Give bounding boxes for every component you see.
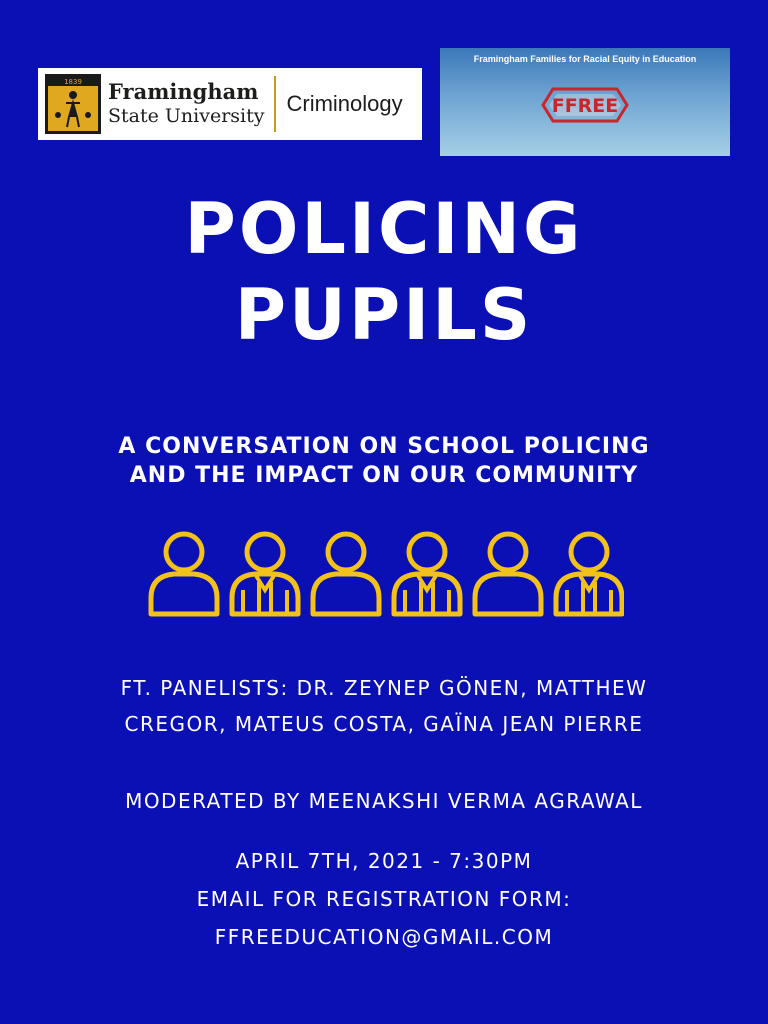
panelists-line-2: CREGOR, MATEUS COSTA, GAÏNA JEAN PIERRE — [124, 712, 644, 736]
person-suit-icon — [556, 534, 622, 614]
fsu-seal-icon — [44, 73, 102, 135]
fsu-logo — [38, 68, 422, 140]
department-label: Criminology — [286, 91, 403, 116]
fsu-name: Framingham — [108, 79, 259, 104]
person-icon — [151, 534, 217, 614]
event-subtitle — [0, 432, 768, 490]
person-suit-icon — [394, 534, 460, 614]
registration-email: FFREEDUCATION@GMAIL.COM — [214, 925, 554, 949]
title-line-1: POLICING — [184, 188, 584, 270]
panelists-line-1: FT. PANELISTS: DR. ZEYNEP GÖNEN, MATTHEW — [120, 676, 648, 700]
event-title — [0, 186, 768, 358]
person-icon — [313, 534, 379, 614]
ffree-logo — [440, 48, 730, 156]
svg-text:1839: 1839 — [64, 78, 82, 86]
moderator: MODERATED BY MEENAKSHI VERMA AGRAWAL — [125, 789, 643, 813]
person-icon — [475, 534, 541, 614]
registration-label: EMAIL FOR REGISTRATION FORM: — [196, 887, 572, 911]
event-details — [0, 842, 768, 956]
ffree-caption: Framingham Families for Racial Equity in Education — [473, 54, 697, 64]
subtitle-line-2: AND THE IMPACT ON OUR COMMUNITY — [129, 463, 639, 488]
svg-text:FFREE: FFREE — [551, 95, 619, 117]
person-suit-icon — [232, 534, 298, 614]
panelists — [0, 670, 768, 742]
ffree-badge-icon — [535, 86, 635, 124]
subtitle-line-1: A CONVERSATION ON SCHOOL POLICING — [118, 434, 650, 459]
fsu-subname: State University — [108, 105, 265, 128]
title-line-2: PUPILS — [234, 274, 534, 356]
event-date-time: APRIL 7TH, 2021 - 7:30PM — [235, 849, 533, 873]
logo-divider — [274, 76, 276, 132]
panelist-icons — [148, 528, 624, 620]
